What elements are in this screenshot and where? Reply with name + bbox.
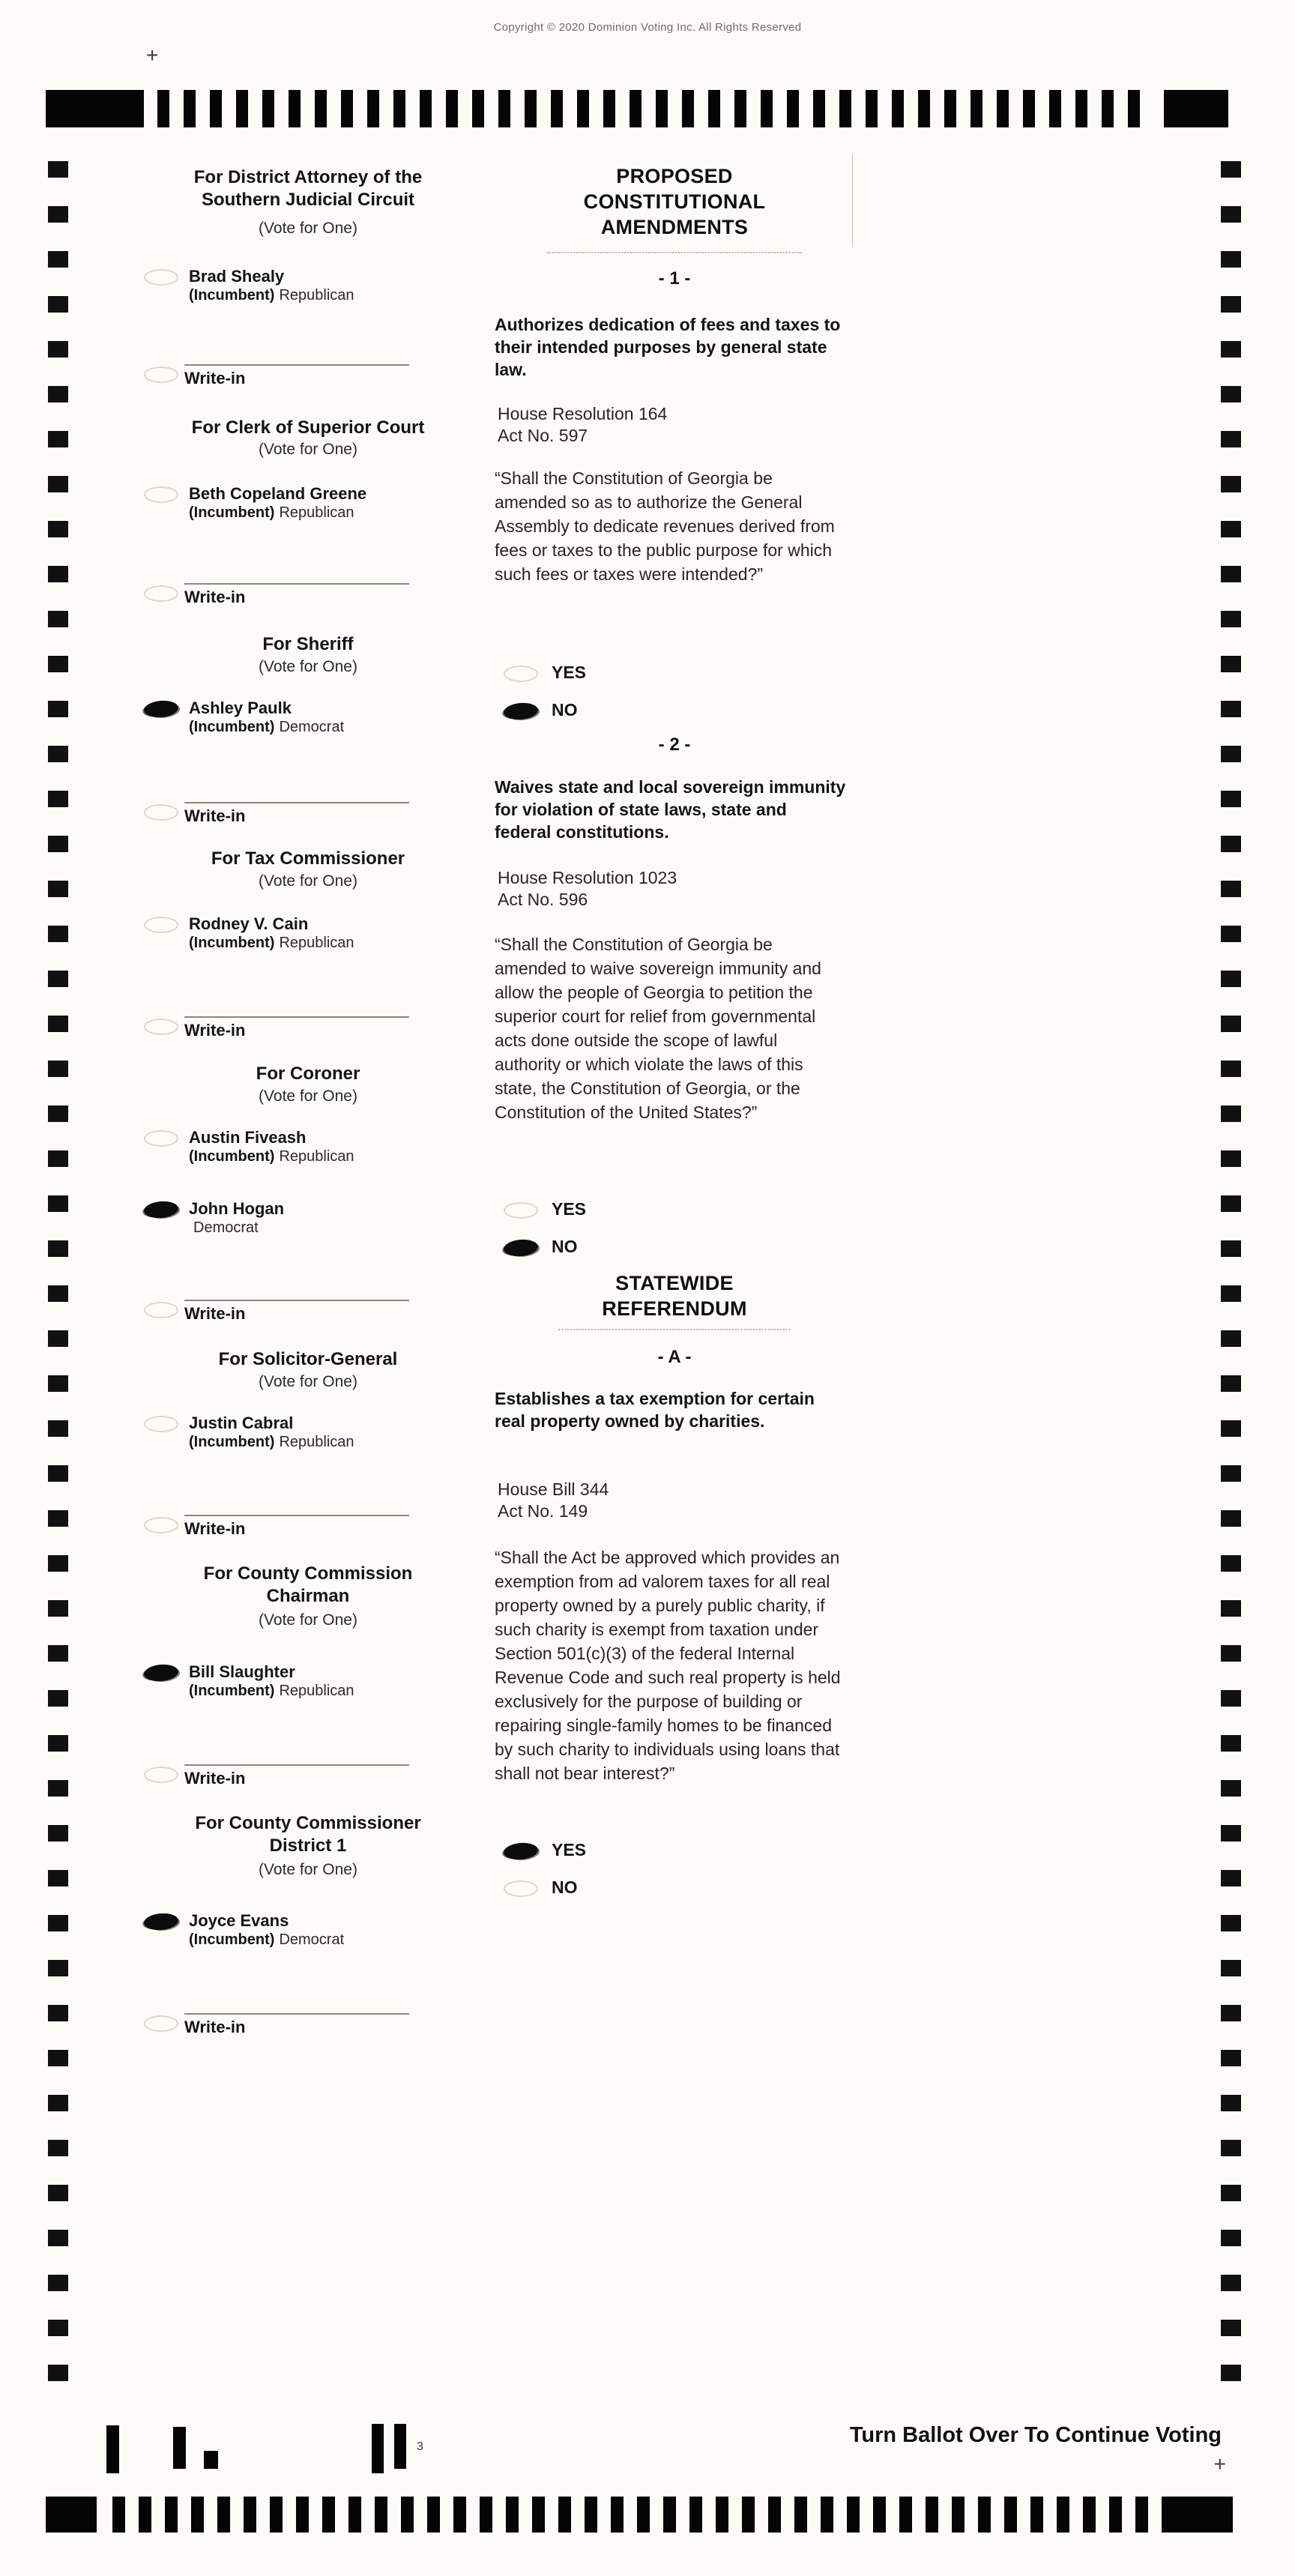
measure-reference (498, 403, 667, 447)
measure-question: “Shall the Constitution of Georgia be amended so as to authorize the General Assembly to dedicate revenues derived from fees or taxes to the public purpose for which such fees or taxes were intended?” (495, 468, 835, 584)
reference-line-2: Act No. 596 (498, 890, 588, 909)
ballot-oval[interactable] (144, 1416, 178, 1432)
timing-marks-right (1221, 161, 1241, 2383)
write-in-line[interactable] (184, 802, 409, 826)
yes-label: YES (552, 663, 587, 682)
ballot-oval[interactable] (144, 2015, 178, 2032)
reference-line-1: House Resolution 1023 (498, 868, 677, 887)
reference-line-1: House Bill 344 (498, 1479, 609, 1499)
measure-reference (498, 1479, 609, 1522)
calibration-mark (106, 2425, 119, 2473)
ballot-oval[interactable] (143, 699, 179, 719)
timing-mark-bottom-left-block (46, 2497, 97, 2533)
write-in-label: Write-in (184, 806, 246, 825)
ballot-oval[interactable] (504, 666, 538, 682)
incumbent-label: (Incumbent) (189, 1931, 275, 1948)
candidate-name: Beth Copeland Greene (189, 484, 367, 503)
candidate-row (144, 1199, 284, 1237)
party-label: Democrat (279, 719, 345, 735)
reference-line-1: House Resolution 164 (498, 404, 668, 423)
header-underline-artifact (558, 1329, 791, 1330)
candidate-name: Bill Slaughter (189, 1662, 295, 1681)
contest-title: For County Commission Chairman (203, 1563, 413, 1606)
party-label: Republican (279, 1148, 354, 1165)
candidate-row (144, 699, 344, 737)
no-choice-row (504, 1237, 578, 1257)
candidate-name: Austin Fiveash (189, 1128, 307, 1147)
candidate-row (144, 267, 354, 305)
write-in-label: Write-in (184, 1769, 246, 1788)
ballot-oval[interactable] (144, 1767, 178, 1783)
yes-choice-row (504, 1840, 586, 1860)
vote-instruction: (Vote for One) (259, 658, 357, 675)
ballot-oval[interactable] (503, 1238, 539, 1258)
ballot-oval[interactable] (144, 367, 178, 383)
write-in-row (144, 1764, 409, 1788)
header-underline-artifact (547, 252, 802, 253)
write-in-line[interactable] (184, 1764, 409, 1788)
ballot-oval[interactable] (144, 917, 178, 933)
referendum-header: STATEWIDE REFERENDUM (602, 1272, 747, 1320)
party-label: Democrat (193, 1219, 259, 1236)
no-label: NO (552, 700, 578, 720)
registration-mark-bottom-right: + (1213, 2452, 1226, 2476)
contest-title: For Solicitor-General (218, 1349, 398, 1369)
measure-summary: Waives state and local sovereign immunity for violation of state laws, state and federal constitutions. (495, 777, 846, 842)
no-label: NO (552, 1237, 578, 1256)
party-label: Republican (279, 287, 354, 304)
vote-instruction: (Vote for One) (259, 220, 357, 237)
page-sequence-mark: 3 (417, 2440, 423, 2453)
copyright-notice: Copyright © 2020 Dominion Voting Inc. All Rights Reserved (493, 21, 802, 34)
candidate-name: Rodney V. Cain (189, 914, 309, 933)
candidate-row (144, 914, 354, 953)
candidate-row (144, 1128, 354, 1166)
party-label: Republican (279, 504, 354, 521)
write-in-line[interactable] (184, 1300, 409, 1324)
ballot-oval[interactable] (503, 702, 539, 721)
candidate-column (139, 0, 477, 2576)
reference-line-2: Act No. 597 (498, 426, 588, 445)
measures-column (495, 0, 854, 2576)
ballot-oval[interactable] (144, 804, 178, 821)
candidate-name: Brad Shealy (189, 267, 285, 286)
party-label: Republican (279, 1683, 354, 1699)
write-in-row (144, 1016, 409, 1040)
write-in-line[interactable] (184, 583, 409, 607)
vote-instruction: (Vote for One) (259, 872, 357, 890)
incumbent-label: (Incumbent) (189, 1148, 275, 1165)
write-in-label: Write-in (184, 2018, 246, 2036)
vote-instruction: (Vote for One) (259, 441, 357, 458)
write-in-line[interactable] (184, 2013, 409, 2037)
incumbent-label: (Incumbent) (189, 1434, 275, 1450)
ballot-oval[interactable] (504, 1202, 538, 1219)
measure-number: - A - (657, 1347, 692, 1367)
yes-choice-row (504, 1199, 586, 1219)
party-label: Republican (279, 1434, 354, 1450)
measure-question: “Shall the Constitution of Georgia be amended to waive sovereign immunity and allow the people of Georgia to petition the superior court for relief from governmental acts done outside the scope of lawful authority or which violate the laws of this state, the Constitution of Georgia, or the Constitution of the United States?” (495, 935, 821, 1122)
candidate-row (144, 1911, 344, 1949)
calibration-mark (204, 2451, 218, 2469)
write-in-row (144, 583, 409, 607)
write-in-row (144, 364, 409, 388)
incumbent-label: (Incumbent) (189, 287, 275, 304)
measure-number: - 2 - (658, 735, 691, 755)
vote-instruction: (Vote for One) (259, 1373, 357, 1390)
incumbent-label: (Incumbent) (189, 935, 275, 951)
party-label: Republican (279, 935, 354, 951)
ballot-oval[interactable] (143, 1912, 179, 1931)
ballot-oval[interactable] (144, 269, 178, 286)
incumbent-label: (Incumbent) (189, 719, 275, 735)
write-in-label: Write-in (184, 1021, 246, 1040)
ballot-oval[interactable] (144, 1517, 178, 1533)
write-in-label: Write-in (184, 1304, 246, 1323)
candidate-row (144, 1662, 354, 1701)
incumbent-label: (Incumbent) (189, 504, 275, 521)
measure-summary: Establishes a tax exemption for certain real property owned by charities. (495, 1389, 815, 1431)
candidate-name: John Hogan (189, 1199, 285, 1218)
contest-title: For County Commissioner District 1 (195, 1813, 421, 1856)
amendments-header: PROPOSED CONSTITUTIONAL AMENDMENTS (583, 165, 766, 238)
ballot-oval[interactable] (144, 1130, 178, 1147)
write-in-label: Write-in (184, 369, 246, 387)
measure-summary: Authorizes dedication of fees and taxes to their intended purposes by general state law. (495, 315, 841, 379)
write-in-row (144, 2013, 409, 2037)
incumbent-label: (Incumbent) (189, 1683, 275, 1699)
vote-instruction: (Vote for One) (259, 1861, 357, 1878)
write-in-row (144, 1300, 409, 1324)
write-in-row (144, 1515, 409, 1539)
calibration-mark (372, 2424, 384, 2473)
candidate-name: Justin Cabral (189, 1414, 294, 1432)
write-in-label: Write-in (184, 588, 246, 606)
yes-choice-row (504, 663, 586, 683)
yes-label: YES (552, 1199, 587, 1219)
contest-title: For Coroner (256, 1064, 360, 1084)
no-choice-row (504, 700, 578, 720)
write-in-row (144, 802, 409, 826)
ballot-oval[interactable] (143, 1200, 179, 1219)
ballot-oval[interactable] (144, 1302, 178, 1318)
ballot-oval[interactable] (504, 1880, 538, 1897)
vote-instruction: (Vote for One) (259, 1088, 357, 1105)
write-in-line[interactable] (184, 1515, 409, 1539)
timing-marks-left (48, 161, 68, 2383)
timing-mark-bottom-right-block (1162, 2497, 1233, 2533)
ballot-oval[interactable] (144, 1019, 178, 1035)
write-in-label: Write-in (184, 1519, 246, 1538)
timing-mark-top-right-block (1164, 90, 1228, 127)
vote-instruction: (Vote for One) (259, 1611, 357, 1629)
measure-question: “Shall the Act be approved which provides an exemption from ad valorem taxes for all real property owned by a purely public charity, if such charity is exempt from taxation under Section 501(c)(3) of the federal Internal Revenue Code and such real property is held exclusively for the purpose of building or repairing single-family homes to be financed by such charity to individuals using loans that shall not bear interest?” (495, 1548, 841, 1783)
contest-title: For Clerk of Superior Court (191, 417, 425, 438)
ballot-oval[interactable] (503, 1841, 539, 1861)
party-label: Democrat (279, 1931, 345, 1948)
candidate-name: Ashley Paulk (189, 699, 292, 717)
yes-label: YES (552, 1840, 587, 1859)
turn-ballot-over-notice: Turn Ballot Over To Continue Voting (849, 2423, 1222, 2447)
candidate-row (144, 1414, 354, 1452)
contest-title: For Sheriff (262, 634, 354, 654)
measure-reference (498, 867, 677, 911)
ballot-oval[interactable] (143, 1663, 179, 1683)
write-in-line[interactable] (184, 1016, 409, 1040)
measure-number: - 1 - (658, 268, 691, 289)
no-label: NO (552, 1877, 578, 1897)
ballot-oval[interactable] (144, 486, 178, 503)
timing-mark-top-left-block (46, 90, 144, 127)
calibration-mark (173, 2427, 186, 2469)
contest-title: For District Attorney of the Southern Judicial Circuit (193, 167, 423, 210)
no-choice-row (504, 1877, 578, 1898)
candidate-name: Joyce Evans (189, 1911, 289, 1930)
calibration-mark (394, 2424, 406, 2469)
reference-line-2: Act No. 149 (498, 1501, 588, 1521)
registration-mark-top-left: + (146, 43, 159, 67)
contest-title: For Tax Commissioner (211, 848, 405, 869)
write-in-line[interactable] (184, 364, 409, 388)
candidate-row (144, 484, 366, 522)
ballot-oval[interactable] (144, 585, 178, 602)
